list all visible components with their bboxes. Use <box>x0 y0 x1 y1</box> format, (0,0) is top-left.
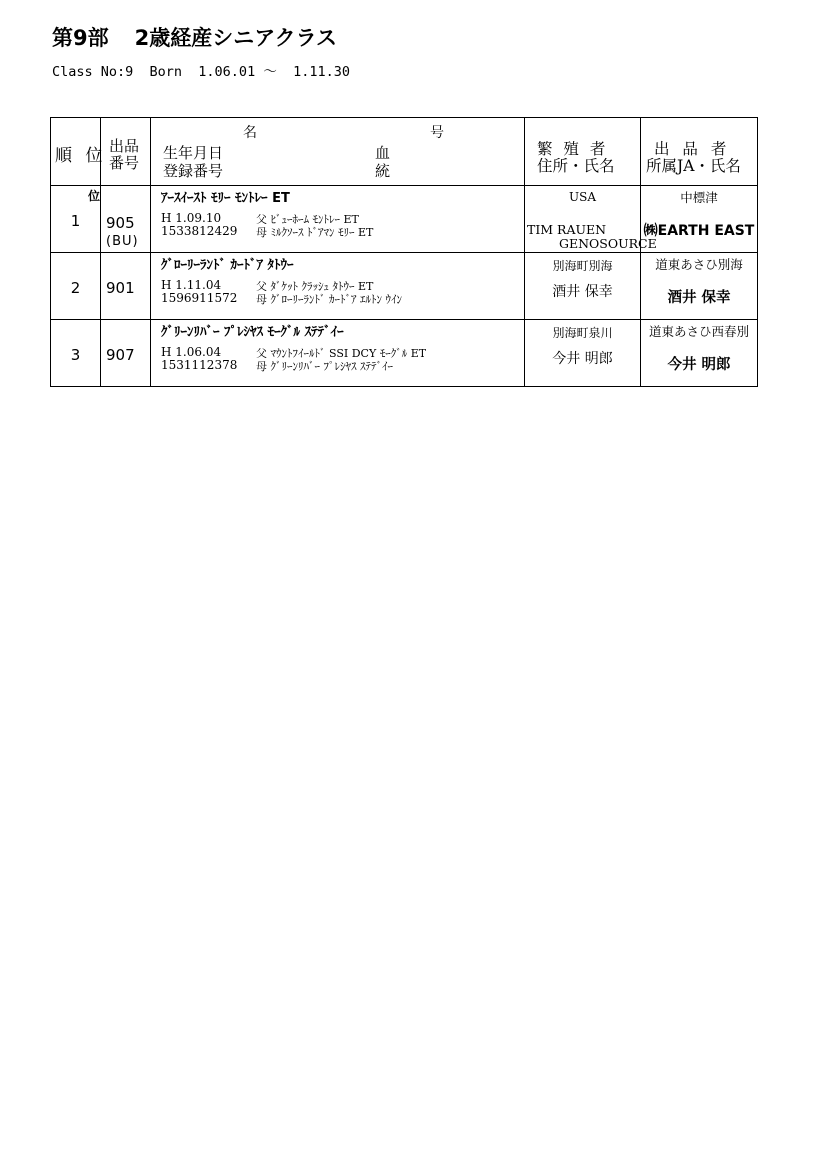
table-row <box>51 320 758 387</box>
breeder-cell <box>525 320 641 387</box>
header-rank: 順 位 <box>55 146 107 166</box>
sire: 父 ﾋﾞｭｰﾎｰﾑ ﾓﾝﾄﾚｰ ET <box>256 213 359 226</box>
exhibitor-name: ㈱EARTH EAST <box>643 223 755 239</box>
rank-cell <box>51 253 101 320</box>
header-entry-line1: 出品 <box>109 137 140 155</box>
rank-number: 3 <box>70 346 81 364</box>
header-exhibitor-cell <box>641 118 758 186</box>
header-entry-line2: 番号 <box>109 154 140 172</box>
rank-number: 1 <box>70 212 81 230</box>
rank-cell <box>51 320 101 387</box>
breeder-name: 今井 明郎 <box>552 351 613 367</box>
header-breeder-cell <box>525 118 641 186</box>
header-exhibitor-line1: 出 品 者 <box>654 140 731 158</box>
dam: 母 ｸﾞﾘｰﾝﾘﾊﾞｰ ﾌﾟﾚｼﾔｽ ｽﾃﾃﾞｲｰ <box>256 360 393 373</box>
cow-name: ｸﾞﾘｰﾝﾘﾊﾞｰ ﾌﾟﾚｼﾔｽ ﾓｰｸﾞﾙ ｽﾃﾃﾞｲｰ <box>161 325 344 340</box>
header-rank-cell <box>51 118 107 186</box>
cow-cell <box>151 320 525 387</box>
entry-cell <box>101 253 151 320</box>
birth-date: H 1.06.04 <box>161 345 222 359</box>
table-row <box>51 186 758 253</box>
birth-date: H 1.11.04 <box>161 278 222 292</box>
header-blood-2: 統 <box>375 162 391 180</box>
breeder-name: 酒井 保幸 <box>552 284 613 300</box>
cow-name: ｱｰｽｲｰｽﾄ ﾓﾘｰ ﾓﾝﾄﾚｰ ET <box>161 191 290 206</box>
entry-subtag: (BU) <box>106 234 139 249</box>
class-name: 2歳経産シニアクラス <box>134 26 337 50</box>
exhibitor-name: 酒井 保幸 <box>667 290 731 306</box>
breeder-address: USA <box>569 190 596 204</box>
breeder-address: 別海町別海 <box>552 259 613 273</box>
class-subtitle: Class No:9 Born 1.06.01 ～ 1.11.30 <box>52 64 350 80</box>
registration-number: 1596911572 <box>161 291 238 305</box>
registration-number: 1531112378 <box>161 358 238 372</box>
exhibitor-name: 今井 明郎 <box>667 357 731 373</box>
breeder-name-line1: TIM RAUEN <box>527 222 607 237</box>
exhibitor-address: 道東あさひ西春別 <box>648 324 749 339</box>
registration-number: 1533812429 <box>161 224 238 238</box>
table-header-row <box>51 118 758 186</box>
rank-number: 2 <box>70 279 81 297</box>
sire: 父 ﾀﾞｹｯﾄ ｸﾗｯｼｭ ﾀﾄｳｰ ET <box>256 280 374 293</box>
header-breeder-line2: 住所・氏名 <box>537 157 615 175</box>
header-birth: 生年月日 <box>163 144 224 162</box>
exhibitor-address: 中標津 <box>680 190 718 205</box>
breeder-cell <box>525 253 641 320</box>
results-table <box>50 117 758 387</box>
entry-number: 901 <box>106 279 135 297</box>
cow-cell <box>151 253 525 320</box>
cow-name: ｸﾞﾛｰﾘｰﾗﾝﾄﾞ ｶｰﾄﾞｱ ﾀﾄｳｰ <box>161 258 294 273</box>
section-label: 第9部 <box>52 26 109 50</box>
entry-cell <box>101 320 151 387</box>
dam: 母 ﾐﾙｸｿｰｽ ﾄﾞｱﾏﾝ ﾓﾘｰ ET <box>256 226 374 239</box>
cow-cell <box>151 186 525 253</box>
header-name-cell <box>151 118 525 186</box>
page-title <box>52 22 337 52</box>
table-row <box>51 253 758 320</box>
birth-date: H 1.09.10 <box>161 211 222 225</box>
header-breeder-line1: 繁 殖 者 <box>537 140 609 158</box>
breeder-cell <box>525 186 657 253</box>
entry-number: 907 <box>106 346 135 364</box>
header-reg: 登録番号 <box>163 162 224 180</box>
breeder-address: 別海町泉川 <box>552 326 613 340</box>
header-gou: 号 <box>430 125 444 141</box>
exhibitor-address: 道東あさひ別海 <box>655 257 743 272</box>
header-blood-1: 血 <box>375 144 391 162</box>
header-entry-cell <box>101 118 151 186</box>
entry-cell <box>101 186 151 253</box>
dam: 母 ｸﾞﾛｰﾘｰﾗﾝﾄﾞ ｶｰﾄﾞｱ ｴﾙﾄﾝ ｳｲﾝ <box>256 293 402 306</box>
breeder-name-line2: GENOSOURCE <box>559 236 657 251</box>
rank-mark: 位 <box>87 189 100 203</box>
entry-number: 905 <box>106 214 135 232</box>
exhibitor-cell <box>641 253 758 320</box>
exhibitor-cell <box>641 186 758 253</box>
sire: 父 ﾏｳﾝﾄﾌｲｰﾙﾄﾞ SSI DCY ﾓｰｸﾞﾙ ET <box>256 347 427 360</box>
rank-cell <box>51 186 101 253</box>
header-exhibitor-line2: 所属JA・氏名 <box>646 157 741 175</box>
exhibitor-cell <box>641 320 758 387</box>
header-name: 名 <box>243 125 257 141</box>
